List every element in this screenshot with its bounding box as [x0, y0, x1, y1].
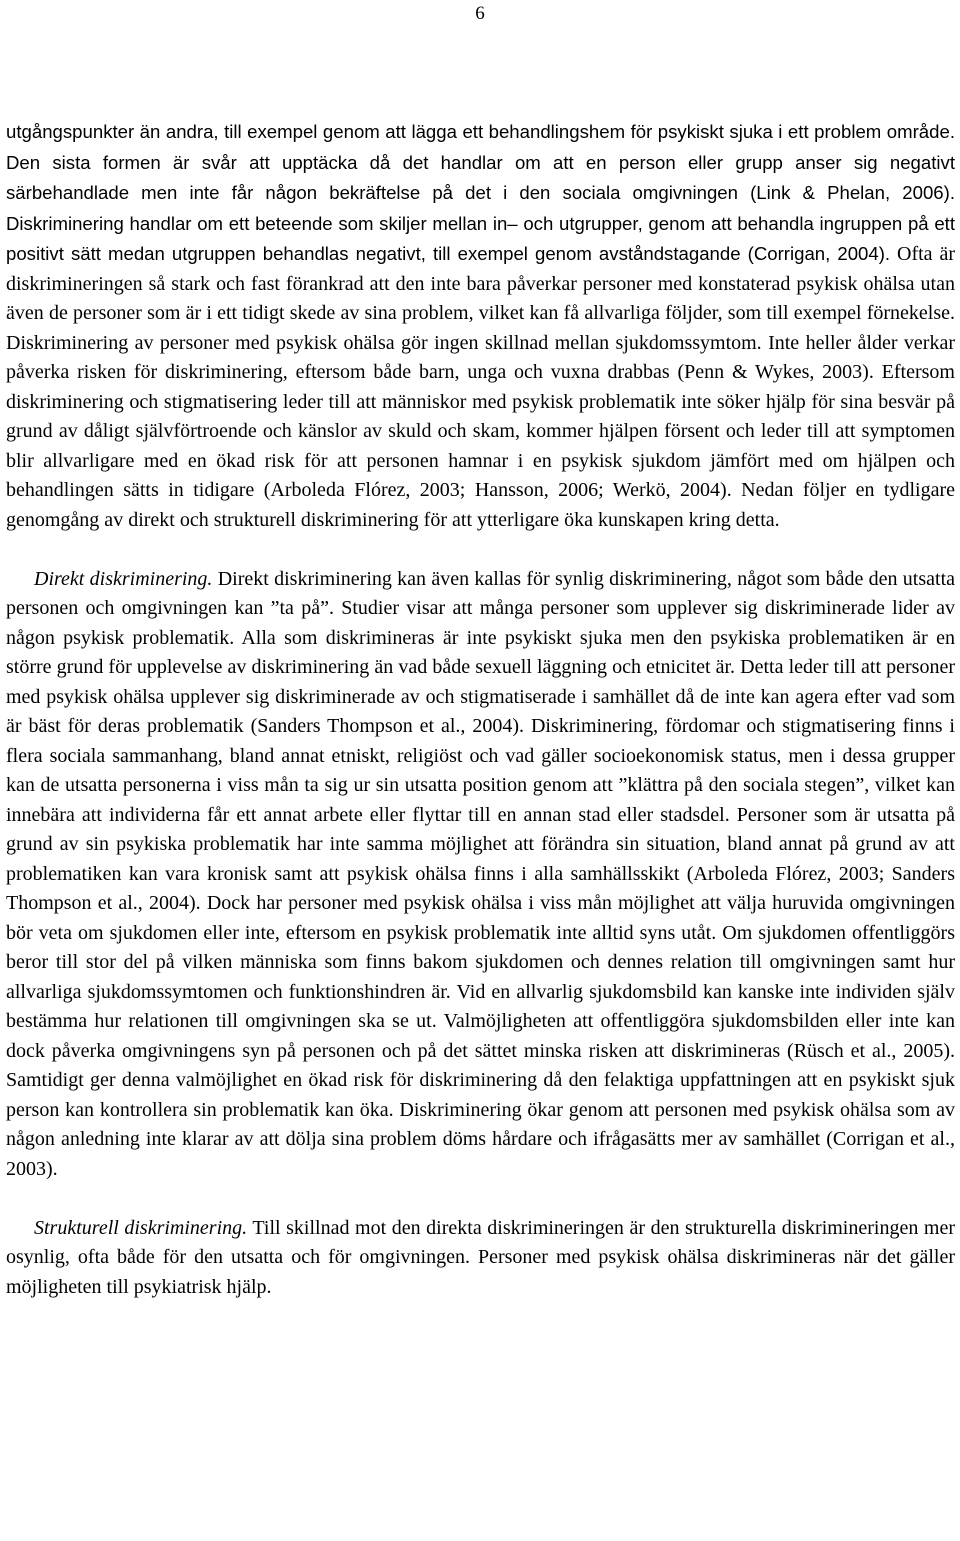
paragraph-direct-discrimination: [6, 565, 955, 1185]
page-number: 6: [475, 3, 485, 24]
section-heading-structural: Strukturell diskriminering.: [34, 1216, 248, 1239]
body-text: [6, 117, 955, 1302]
paragraph-text-direct: Direkt diskriminering kan även kallas för synlig diskriminering, något som både den utsatta personen och omgivningen kan ”ta på”. Studier visar att många personer som upplever sig diskriminerade lider av någon psykisk problematik. Alla som diskrimineras är inte psykiskt sjuka men den psykiska problematiken är en större grund för upplevelse av diskriminering än vad både sexuell läggning och etnicitet är. Detta leder till att personer med psykisk ohälsa upplever sig diskriminerade av och stigmatiserade i samhället då de inte kan agera efter vad som är bäst för deras problematik (Sanders Thompson et al., 2004). Diskriminering, fördomar och stigmatisering finns i flera sociala sammanhang, bland annat etniskt, religiöst och vad gäller socioekonomisk status, men i dessa grupper kan de utsatta personerna i viss mån ta sig ur sin utsatta position genom att ”klättra på den sociala stegen”, vilket kan innebära att individerna får ett annat arbete eller flyttar till en annan stad eller stadsdel. Personer som är utsatta på grund av sin psykiska problematik har inte samma möjlighet att förändra sin situation, bland annat på grund av att problematiken kan vara kronisk samt att psykisk ohälsa finns i alla samhällsskikt (Arboleda Flórez, 2003; Sanders Thompson et al., 2004). Dock har personer med psykisk ohälsa i viss mån möjlighet att välja huruvida omgivningen bör veta om sjukdomen eller inte, eftersom en psykisk problematik inte alltid syns utåt. Om sjukdomen offentliggörs beror till stor del på vilken människa som finns bakom sjukdomen och dennes relation till omgivningen samt hur allvarliga sjukdomssymtomen och funktionshindren är. Vid en allvarlig sjukdomsbild kan kanske inte individen själv bestämma hur relationen till omgivningen ska se ut. Valmöjligheten att offentliggöra sjukdomsbilden eller inte kan dock påverka omgivningens syn på personen och på det sättet minska risken att diskrimineras (Rüsch et al., 2005). Samtidigt ger denna valmöjlighet en ökad risk för diskriminering då den felaktiga uppfattningen att en psykiskt sjuk person kan kontrollera sin problematik kan öka. Diskriminering ökar genom att personen med psykisk ohälsa som av någon anledning inte klarar av att dölja sina problem döms hårdare och ifrågasätts mer av samhället (Corrigan et al., 2003).: [6, 567, 955, 1180]
paragraph-serif-part: Ofta är diskrimineringen så stark och fast förankrad att den inte bara påverkar personer med konstaterad psykisk ohälsa utan även de personer som är i ett tidigt skede av sina problem, vilket kan få allvarliga följder, som till exempel förnekelse. Diskriminering av personer med psykisk ohälsa gör ingen skillnad mellan sjukdomssymtom. Inte heller ålder verkar påverka risken för diskriminering, eftersom både barn, unga och vuxna drabbas (Penn & Wykes, 2003). Eftersom diskriminering och stigmatisering leder till att människor med psykisk problematik inte söker hjälp för sina besvär på grund av dåligt självförtroende och känslor av skuld och skam, kommer hjälpen försent och leder till att symptomen blir allvarligare med en ökad risk för att personen hamnar i en psykisk sjukdom jämfört med om hjälpen och behandlingen sätts in tidigare (Arboleda Flórez, 2003; Hansson, 2006; Werkö, 2004). Nedan följer en tydligare genomgång av direkt och strukturell diskriminering för att ytterligare öka kunskapen kring detta.: [6, 243, 956, 531]
paragraph-structural-discrimination: [6, 1214, 955, 1303]
section-heading-direct: Direkt diskriminering.: [34, 567, 213, 590]
paragraph-intro: [6, 117, 955, 535]
paragraph-text-structural: Till skillnad mot den direkta diskrimineringen är den strukturella diskrimineringen mer osynlig, ofta både för den utsatta och för omgivningen. Personer med psykisk ohälsa diskrimineras när det gäller möjligheten till psykiatrisk hjälp.: [6, 1216, 956, 1298]
paragraph-sans-part: utgångspunkter än andra, till exempel genom att lägga ett behandlingshem för psykiskt sjuka i ett problem område. Den sista formen är svår att upptäcka då det handlar om att en person eller grupp anser sig negativt särbehandlade men inte får någon bekräftelse på det i den sociala omgivningen (Link & Phelan, 2006). Diskriminering handlar om ett beteende som skiljer mellan in– och utgrupper, genom att behandla ingruppen på ett positivt sätt medan utgruppen behandlas negativt, till exempel genom avståndstagande (Corrigan, 2004).: [6, 121, 955, 264]
